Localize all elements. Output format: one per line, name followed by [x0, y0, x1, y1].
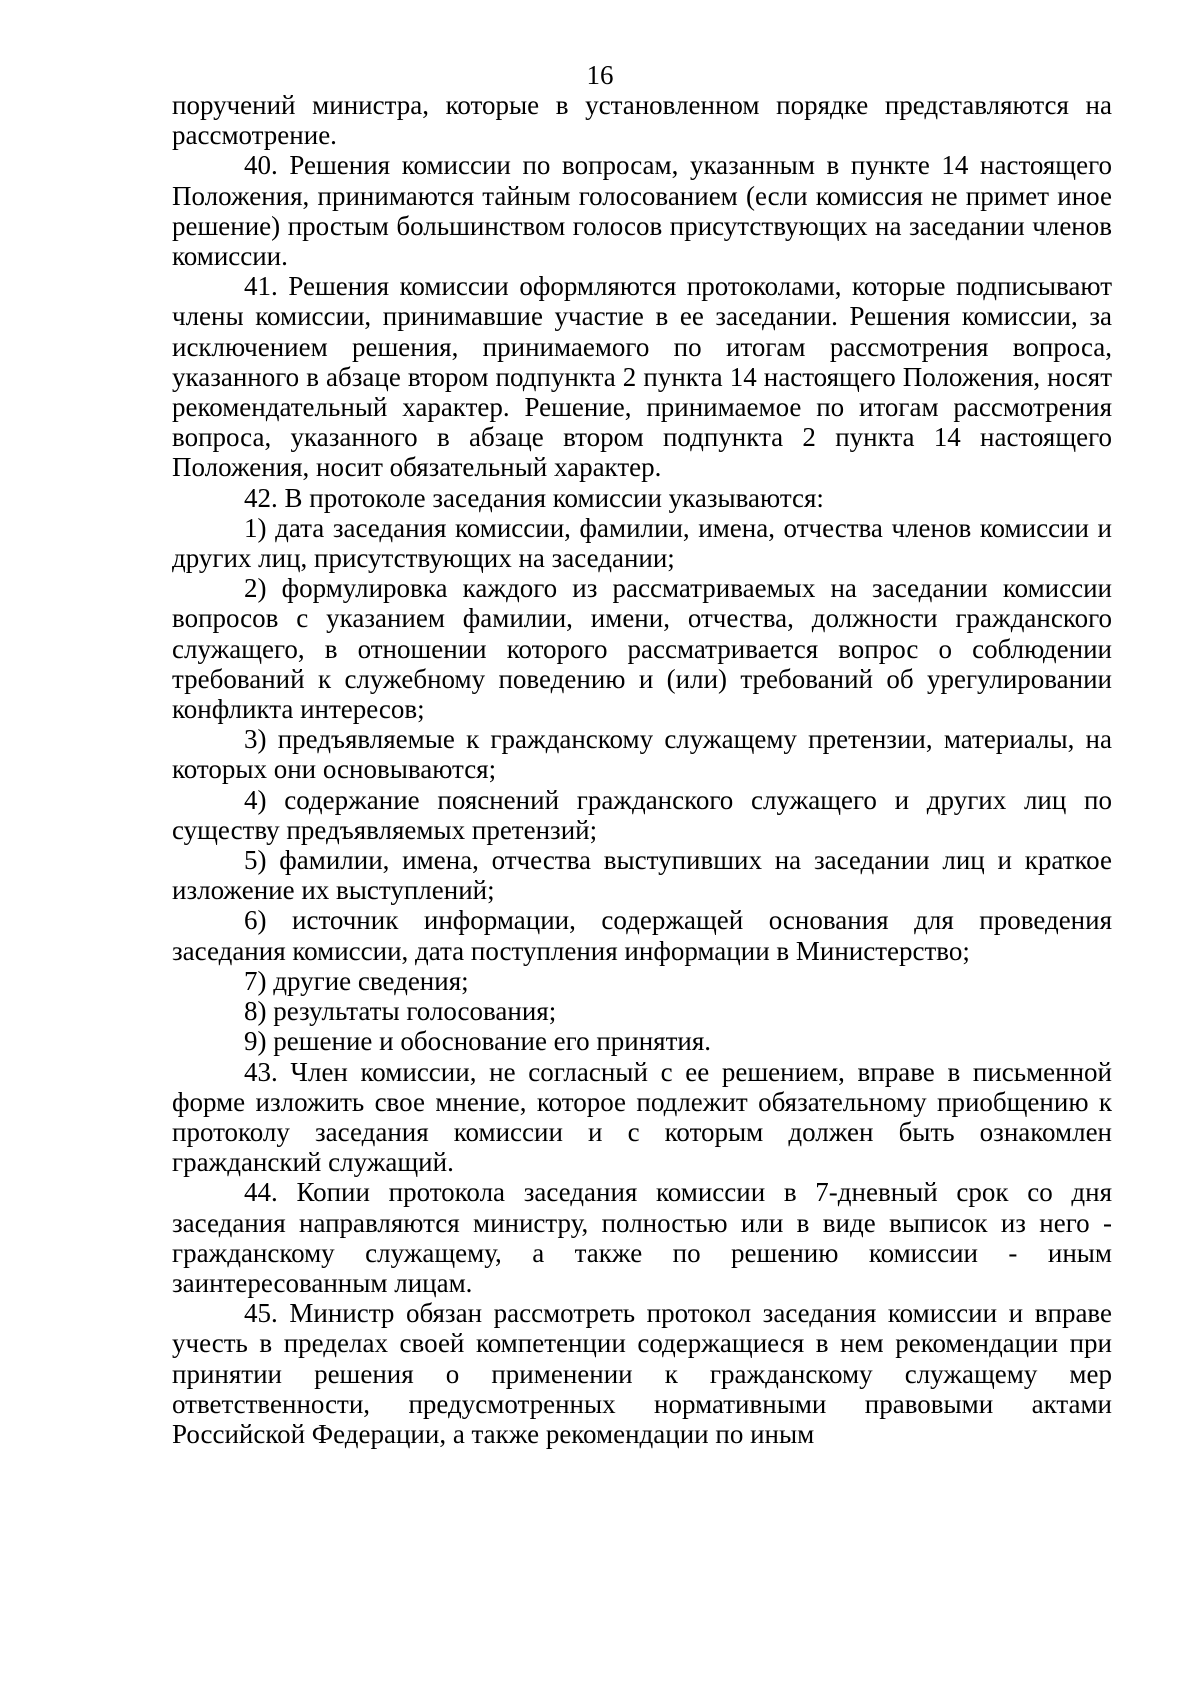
subitem-7: 7) другие сведения; — [244, 965, 469, 996]
subitem-3: 3) предъявляемые к гражданскому служащему претензии, материалы, на которых они основываются; — [172, 724, 1112, 785]
subitem-9: 9) решение и обоснование его принятия. — [244, 1026, 712, 1057]
subitem-1: 1) дата заседания комиссии, фамилии, имена, отчества членов комиссии и других лиц, присутствующих на заседании; — [172, 512, 1112, 574]
page-number: 16 — [586, 60, 614, 90]
subitem-8: 8) результаты голосования; — [244, 996, 557, 1027]
paragraph-item-43: 43. Член комиссии, не согласный с ее решением, вправе в письменной форме изложить свое мнение, которое подлежит обязательному приобщению к протоколу заседания комиссии и с которым должен быть ознакомлен гражданский служащий. — [172, 1056, 1112, 1178]
paragraph-item-44: 44. Копии протокола заседания комиссии в 7-дневный срок со дня заседания направляются министру, полностью или в виде выписок из него - гражданскому служащему, а также по решению комиссии - иным заинтересованным лицам. — [172, 1177, 1112, 1298]
subitem-2: 2) формулировка каждого из рассматриваемых на заседании комиссии вопросов с указанием фамилии, имени, отчества, должности гражданского служащего, в отношении которого рассматривается вопрос о соблюдении требований к служебному поведению и (или) требований об урегулировании конфликта интересов; — [172, 573, 1112, 725]
paragraph-item-45: 45. Министр обязан рассмотреть протокол заседания комиссии и вправе учесть в пределах своей компетенции содержащиеся в нем рекомендации при принятии решения о применении к гражданскому служащему мер ответственности, предусмотренных нормативными правовыми актами Российской Федерации, а также рекомендации по иным — [172, 1298, 1112, 1449]
paragraph-item-41: 41. Решения комиссии оформляются протоколами, которые подписывают члены комиссии, принимавшие участие в ее заседании. Решения комиссии, за исключением решения, принимаемого по итогам рассмотрения вопроса, указанного в абзаце втором подпункта 2 пункта 14 настоящего Положения, носят рекомендательный характер. Решение, принимаемое по итогам рассмотрения вопроса, указанного в абзаце втором подпункта 2 пункта 14 настоящего Положения, носит обязательный характер. — [172, 271, 1112, 483]
subitem-5: 5) фамилии, имена, отчества выступивших на заседании лиц и краткое изложение их выступлений; — [172, 845, 1112, 906]
paragraph-continuation: поручений министра, которые в установленном порядке представляются на рассмотрение. — [172, 90, 1112, 151]
subitem-6: 6) источник информации, содержащей основания для проведения заседания комиссии, дата поступления информации в Министерство; — [172, 905, 1112, 966]
paragraph-item-40: 40. Решения комиссии по вопросам, указанным в пункте 14 настоящего Положения, принимаются тайным голосованием (если комиссия не примет иное решение) простым большинством голосов присутствующих на заседании членов комиссии. — [172, 150, 1112, 272]
document-body — [172, 90, 1112, 1449]
paragraph-item-42: 42. В протоколе заседания комиссии указываются: — [244, 482, 824, 513]
subitem-4: 4) содержание пояснений гражданского служащего и других лиц по существу предъявляемых претензий; — [172, 784, 1112, 845]
